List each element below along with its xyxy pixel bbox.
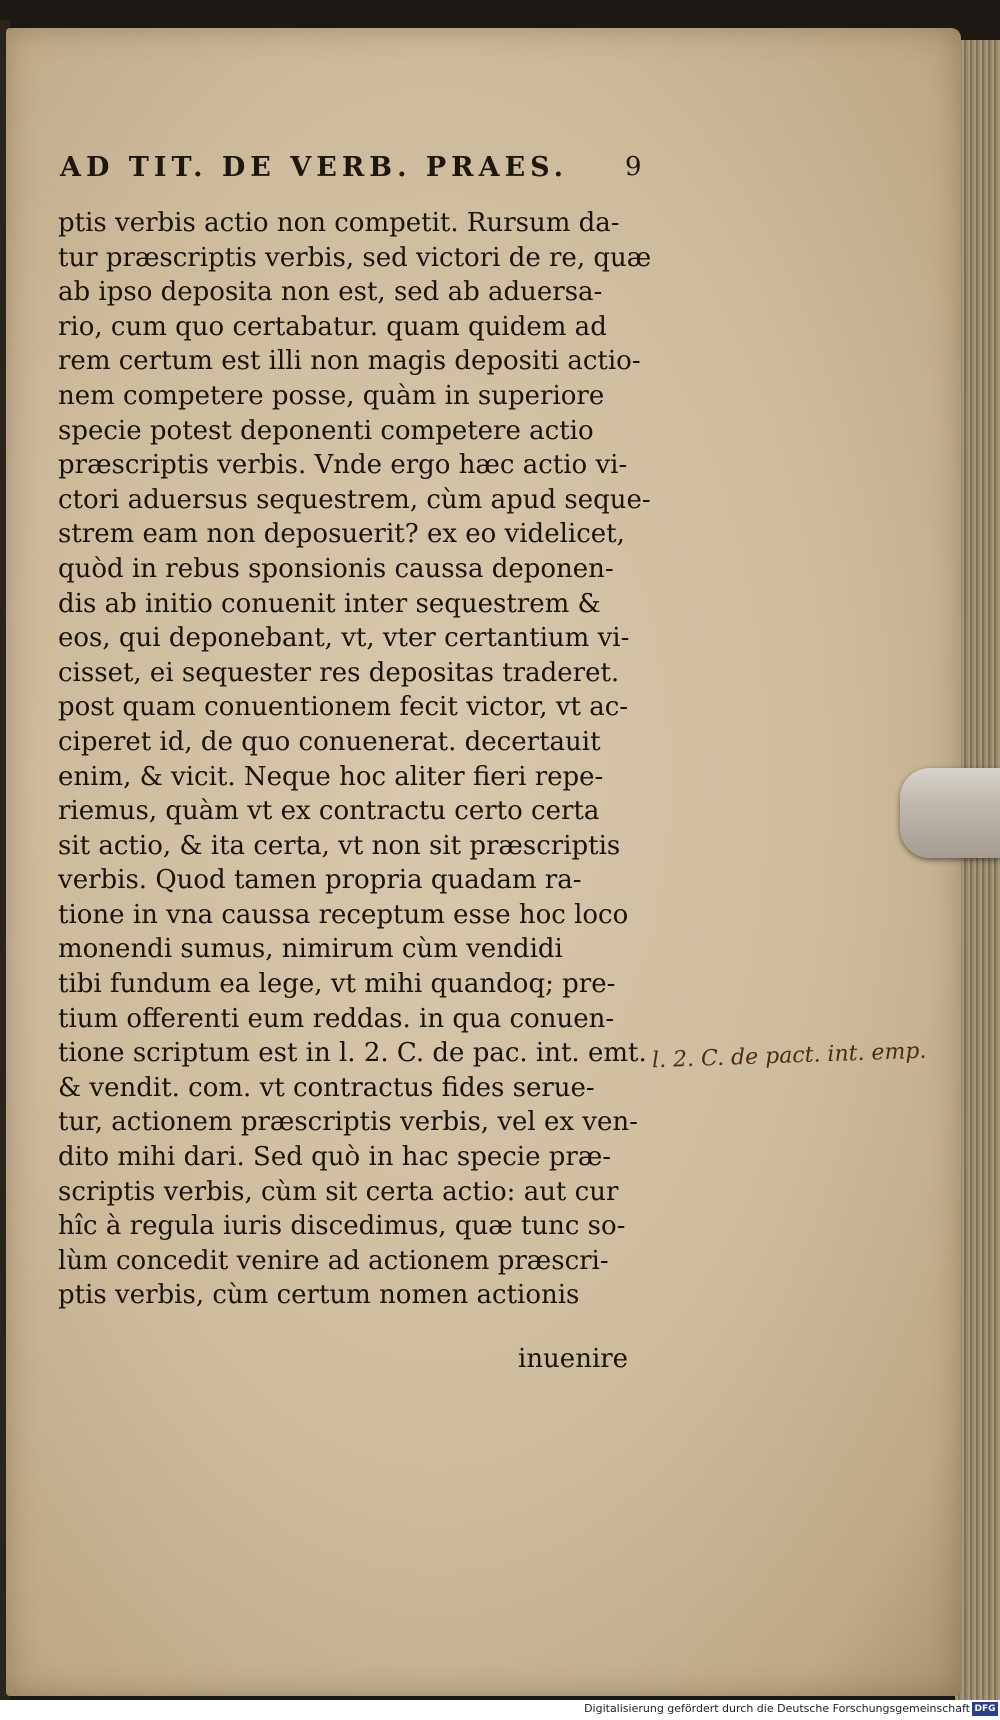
text-line: specie potest deponenti competere actio — [58, 415, 594, 446]
text-line: eos, qui deponebant, vt, vter certantium vi- — [58, 623, 630, 654]
text-line: tione scriptum est in l. 2. C. de pac. int. emt. — [58, 1038, 647, 1069]
text-line: scriptis verbis, cùm sit certa actio: aut cur — [58, 1176, 619, 1207]
text-line: ptis verbis actio non competit. Rursum da- — [58, 208, 620, 238]
page-number: 9 — [625, 152, 642, 182]
page-stack-edge — [955, 40, 1000, 1700]
text-line: præscriptis verbis. Vnde ergo hæc actio vi- — [58, 450, 628, 481]
text-line: dis ab initio conuenit inter sequestrem & — [58, 588, 601, 619]
text-line: ptis verbis, cùm certum nomen actionis — [58, 1280, 580, 1311]
text-line: & vendit. com. vt contractus fides serue- — [58, 1072, 595, 1103]
text-line: ctori aduersus sequestrem, cùm apud seque- — [58, 484, 651, 515]
text-line: ciperet id, de quo conuenerat. decertauit — [58, 726, 601, 757]
text-line: enim, & vicit. Neque hoc aliter fieri repe- — [58, 761, 604, 792]
text-line: verbis. Quod tamen propria quadam ra- — [58, 865, 582, 896]
text-line: quòd in rebus sponsionis caussa deponen- — [58, 553, 614, 584]
funding-credit: Digitalisierung gefördert durch die Deutsche Forschungsgemeinschaft — [584, 1702, 970, 1715]
text-line: tur, actionem præscriptis verbis, vel ex ven- — [58, 1107, 638, 1138]
text-line: monendi sumus, nimirum cùm vendidi — [58, 934, 563, 965]
text-line: post quam conuentionem fecit victor, vt ac- — [58, 692, 629, 723]
text-line: rio, cum quo certabatur. quam quidem ad — [58, 311, 607, 342]
dfg-logo-icon: DFG — [972, 1702, 998, 1716]
book-clasp — [900, 768, 1000, 858]
text-line: rem certum est illi non magis depositi actio- — [58, 346, 641, 377]
text-line: hîc à regula iuris discedimus, quæ tunc so- — [58, 1211, 626, 1242]
text-line: ab ipso deposita non est, sed ab aduersa- — [58, 277, 603, 308]
text-line: riemus, quàm vt ex contractu certo certa — [58, 796, 600, 827]
text-line: cisset, ei sequester res depositas traderet. — [58, 657, 620, 688]
handwritten-margin-note: l. 2. C. de pact. int. emp. — [651, 1038, 927, 1074]
running-head: AD TIT. DE VERB. PRAES. — [60, 152, 569, 183]
text-line: dito mihi dari. Sed quò in hac specie præ- — [58, 1142, 612, 1173]
body-text — [58, 206, 658, 1313]
text-line: lùm concedit venire ad actionem præscri- — [58, 1245, 609, 1276]
text-line: tur præscriptis verbis, sed victori de re, quæ — [58, 242, 652, 273]
text-line: tibi fundum ea lege, vt mihi quandoq; pre- — [58, 969, 616, 1000]
text-line: sit actio, & ita certa, vt non sit præscriptis — [58, 830, 621, 861]
digitization-footer — [0, 1700, 1000, 1720]
text-line: tione in vna caussa receptum esse hoc loco — [58, 899, 629, 930]
catchword: inuenire — [518, 1344, 629, 1374]
text-line: tium offerenti eum reddas. in qua conuen- — [58, 1003, 615, 1034]
text-line: nem competere posse, quàm in superiore — [58, 380, 605, 411]
text-line: strem eam non deposuerit? ex eo videlicet, — [58, 519, 625, 550]
